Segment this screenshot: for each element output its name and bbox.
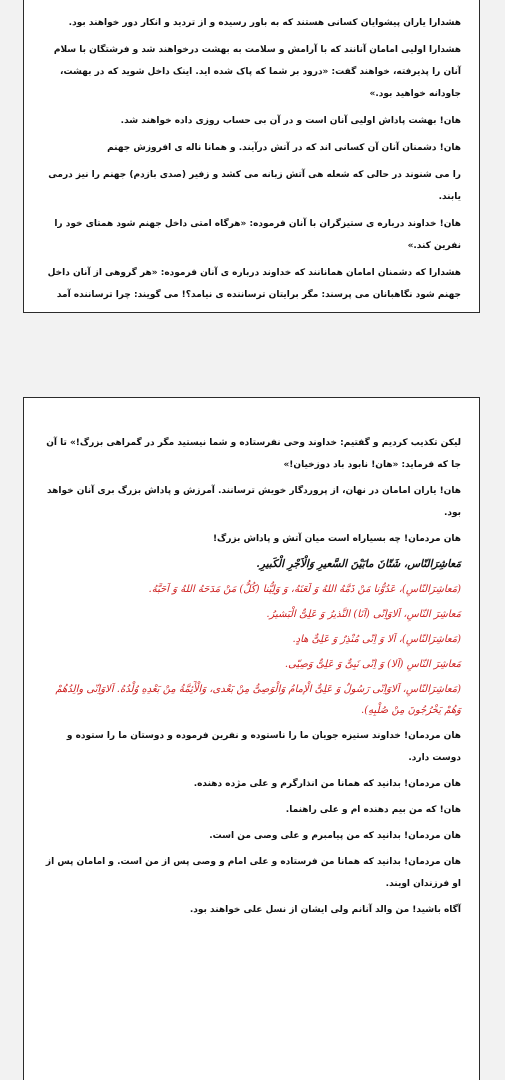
paragraph: هان مردمان! خداوند ستیزه جویان ما را ناستوده و نفرین فرموده و دوستان ما را ستوده و دوست دارد. bbox=[66, 731, 461, 763]
paragraph: هان مردمان! بدانید که همانا من فرستاده و علی امام و وصی پس از من است. و امامان پس از او فرزندان اویند. bbox=[45, 857, 461, 889]
paragraph: هان! دشمنان آنان آن کسانی اند که در آتش درآیند. و همانا ناله ی افروزش جهنم bbox=[107, 143, 461, 153]
paragraph: هان! یاران امامان در نهان، از پروردگار خویش ترسانند. آمرزش و پاداش بزرگ بری آنان خواهد بود. bbox=[46, 486, 461, 518]
paragraph: هشدارا اولیی امامان آنانند که با آرامش و سلامت به بهشت درخواهند شد و فرشتگان با سلام آنان را پذیرفته، خواهند گفت: «درود بر شما که پاک شده اید. اینک داخل شوید که در بهشت، جاودانه خواهید بود.» bbox=[53, 45, 461, 99]
paragraph: هان! خداوند درباره ی ستیزگران با آنان فرموده: «هرگاه امتی داخل جهنم شود همتای خود را نفرین کند.» bbox=[54, 219, 461, 251]
paragraph: هان مردمان! بدانید که همانا من انذارگرم و علی مژده دهنده. bbox=[193, 779, 461, 789]
paragraph: را می شنوند در حالی که شعله هی آتش زبانه می کشد و زفیر (صدی بازدم) جهنم را نیز درمی یابند. bbox=[48, 170, 461, 202]
paragraph: هشدارا یاران پیشوایان کسانی هستند که به باور رسیده و از تردید و انکار دور خواهند بود. bbox=[68, 18, 461, 28]
paragraph: هان! بهشت پاداش اولیی آنان است و در آن بی حساب روزی داده خواهند شد. bbox=[120, 116, 461, 126]
page-1-content bbox=[24, 0, 479, 306]
arabic-quote-red: (مَعاشِرَالنّاسِ)، اَلا وَ اِنّی مُنْذِرٌ وَ عَلِیٌّ هادٍ. bbox=[292, 634, 461, 645]
paragraph: هان مردمان! چه بسیاراه است میان آتش و پاداش بزرگ! bbox=[212, 534, 461, 544]
paragraph: هان مردمان! بدانید که من پیامبرم و علی وصی من است. bbox=[209, 831, 461, 841]
arabic-quote-red: (مَعاشِرَالنّاسِ)، عَدُوُّنا مَنْ ذَمَّهُ اللهُ وَ لَعَنَهُ، وَ وَلِیُّنا (کُلُّ) مَنْ مَدَحَهُ اللهُ وَ اَحَبَّهُ. bbox=[148, 584, 461, 595]
arabic-quote-red: مَعاشِرَ النّاسِ (اَلا) وَ اِنّی نَبِیٌّ وَ عَلِیٌّ وَصِیّی. bbox=[284, 659, 461, 670]
document-page-1 bbox=[23, 0, 480, 313]
paragraph: هان! که من بیم دهنده ام و علی راهنما. bbox=[285, 805, 461, 815]
document-page-2 bbox=[23, 397, 480, 1080]
arabic-quote-red: (مَعاشِرَالنّاسِ، اَلاوَاِنّی رَسُولٌ وَ عَلِیٌّ الْإمامُ وَالْوَصِیُّ مِنْ بَعْدی، وَالْأَئِمَّةُ مِنْ بَعْدِهِ وُلْدُهُ. اَلاوَاِنّی والِدُهُمْ وَهُمْ یَخْرُجُونَ مِنْ صُلْبِهِ). bbox=[55, 684, 461, 716]
page-gap bbox=[0, 313, 505, 397]
paragraph: آگاه باشید! من والد آنانم ولی ایشان از نسل علی خواهند بود. bbox=[189, 905, 461, 915]
page-2-content bbox=[24, 398, 479, 921]
paragraph: لیکن تکذیب کردیم و گفتیم: خداوند وحی نفرستاده و شما نیستید مگر در گمراهی بزرگ!» تا آن جا که فرماید: «هان! نابود باد دوزخیان!» bbox=[46, 438, 461, 470]
arabic-quote: مَعاشِرَالنّاس، شَتّانَ مابَیْنَ السَّعیرِ وَالْاَجْرِ الْکَبیرِ. bbox=[256, 558, 461, 570]
paragraph: هشدارا که دشمنان امامان همانانند که خداوند درباره ی آنان فرموده: «هر گروهی از آنان داخل جهنم شود نگاهبانان می پرسند: مگر برایتان ترساننده ی نیامد؟! می گویند: چرا ترساننده آمد bbox=[47, 268, 461, 300]
arabic-quote-red: مَعاشِرَ النّاسِ، اَلاوَاِنّی (اَنَا) النَّذیرُ وَ عَلِیٌّ الْبَشیرُ. bbox=[266, 609, 461, 620]
